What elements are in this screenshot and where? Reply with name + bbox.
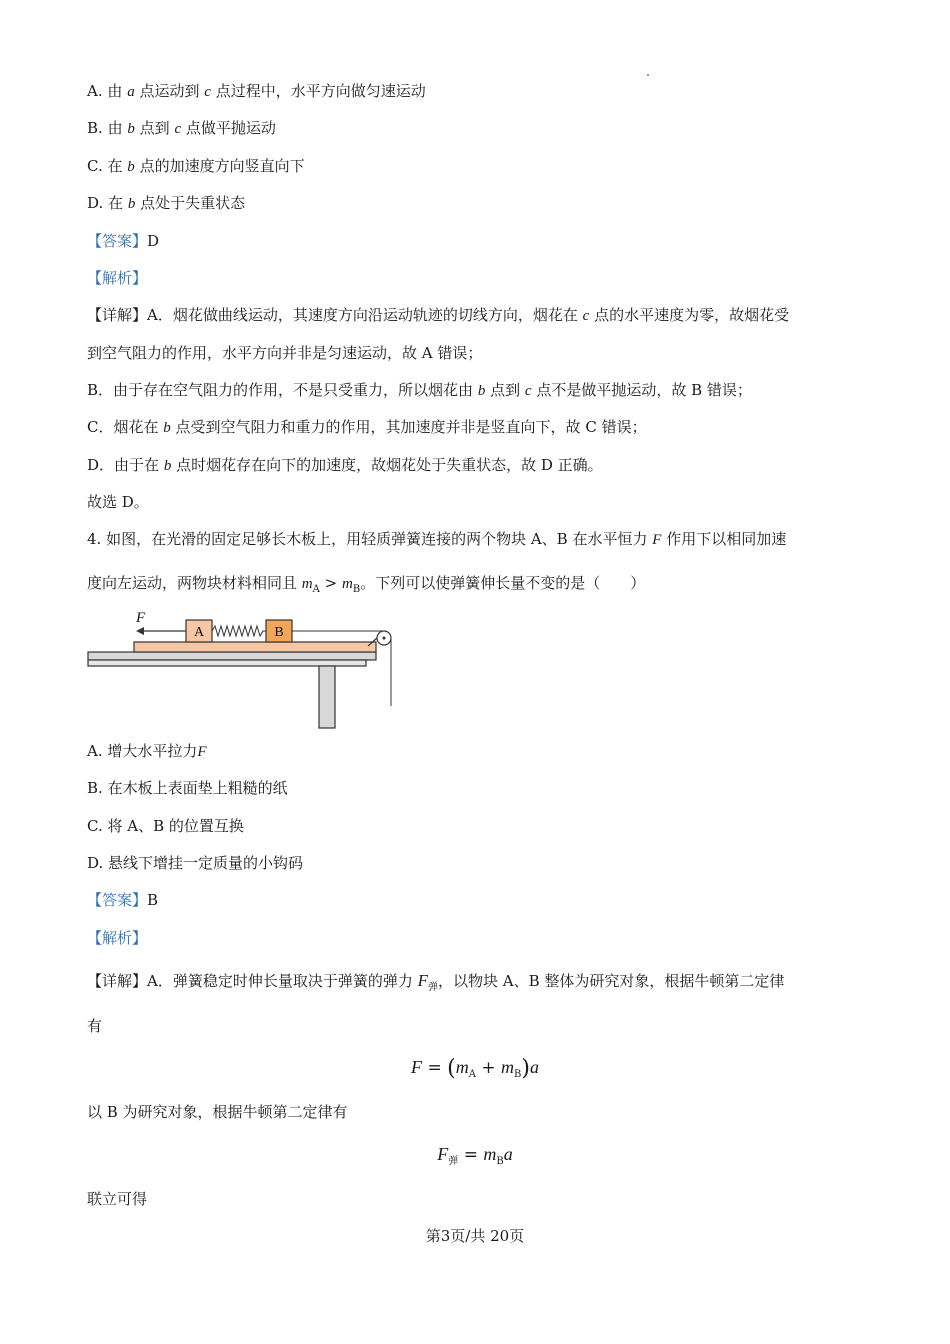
q4-diagram — [86, 606, 398, 730]
q3-option-d: D. 在 b 点处于失重状态 — [87, 194, 246, 212]
q3-detail-b: B．由于存在空气阻力的作用，不是只受重力，所以烟花由 b 点到 c 点不是做平抛运动，故 B 错误； — [87, 381, 752, 399]
q4-analysis-heading: 【解析】 — [87, 929, 148, 947]
block-b-label: B — [274, 625, 284, 640]
equation-2: $F_弹 = m_Ba$ — [437, 1144, 513, 1167]
table-top-lower — [88, 660, 366, 666]
force-arrowhead — [136, 627, 144, 635]
q4-answer: 【答案】B — [87, 891, 159, 909]
equation-1: $F = (m_A + m_B)a$ — [411, 1056, 539, 1081]
q4-option-c: C. 将 A、B 的位置互换 — [87, 817, 244, 835]
page-footer: 第3页/共 20页 — [425, 1227, 525, 1245]
q3-option-a: A. 由 a 点运动到 c 点过程中，水平方向做匀速运动 — [87, 82, 426, 100]
q3-answer: 【答案】D — [87, 232, 160, 250]
table-top — [88, 652, 376, 660]
q3-detail-a: 【详解】A．烟花做曲线运动，其速度方向沿运动轨迹的切线方向，烟花在 c 点的水平速度为零，故烟花受 — [87, 306, 790, 324]
q4-stem-line2: 度向左运动，两物块材料相同且 $m_A > m_B$。下列可以使弹簧伸长量不变的是（ ） — [87, 574, 646, 595]
stray-dot — [647, 74, 649, 76]
q4-detail-b: 以 B 为研究对象，根据牛顿第二定律有 — [87, 1103, 348, 1121]
q4-detail-a-cont: 有 — [87, 1017, 103, 1035]
spring — [212, 626, 266, 636]
q3-conclusion: 故选 D。 — [87, 493, 149, 511]
q4-option-d: D. 悬线下增挂一定质量的小钩码 — [87, 854, 304, 872]
q4-option-a: A. 增大水平拉力F — [87, 742, 207, 760]
q4-option-b: B. 在木板上表面垫上粗糙的纸 — [87, 779, 288, 797]
table-leg — [319, 666, 335, 728]
q3-detail-c: C．烟花在 b 点受到空气阻力和重力的作用，其加速度并非是竖直向下，故 C 错误； — [87, 418, 647, 436]
q3-option-b: B. 由 b 点到 c 点做平抛运动 — [87, 119, 276, 137]
pulley-axle — [383, 637, 386, 640]
q3-option-c: C. 在 b 点的加速度方向竖直向下 — [87, 157, 305, 175]
q4-stem-line1: 4. 如图，在光滑的固定足够长木板上，用轻质弹簧连接的两个物块 A、B 在水平恒力 F 作用下以相同加速 — [87, 530, 787, 548]
q3-detail-d: D．由于在 b 点时烟花存在向下的加速度，故烟花处于失重状态，故 D 正确。 — [87, 456, 603, 474]
q4-combine: 联立可得 — [87, 1190, 148, 1208]
wooden-board — [134, 642, 376, 652]
q4-detail-a: 【详解】A．弹簧稳定时伸长量取决于弹簧的弹力 $F_弹$，以物块 A、B 整体为研究对象，根据牛顿第二定律 — [87, 971, 785, 993]
q3-analysis-heading: 【解析】 — [87, 269, 148, 287]
q3-detail-a-cont: 到空气阻力的作用，水平方向并非是匀速运动，故 A 错误； — [87, 344, 483, 362]
force-label: F — [136, 610, 146, 626]
block-a-label: A — [193, 625, 205, 640]
